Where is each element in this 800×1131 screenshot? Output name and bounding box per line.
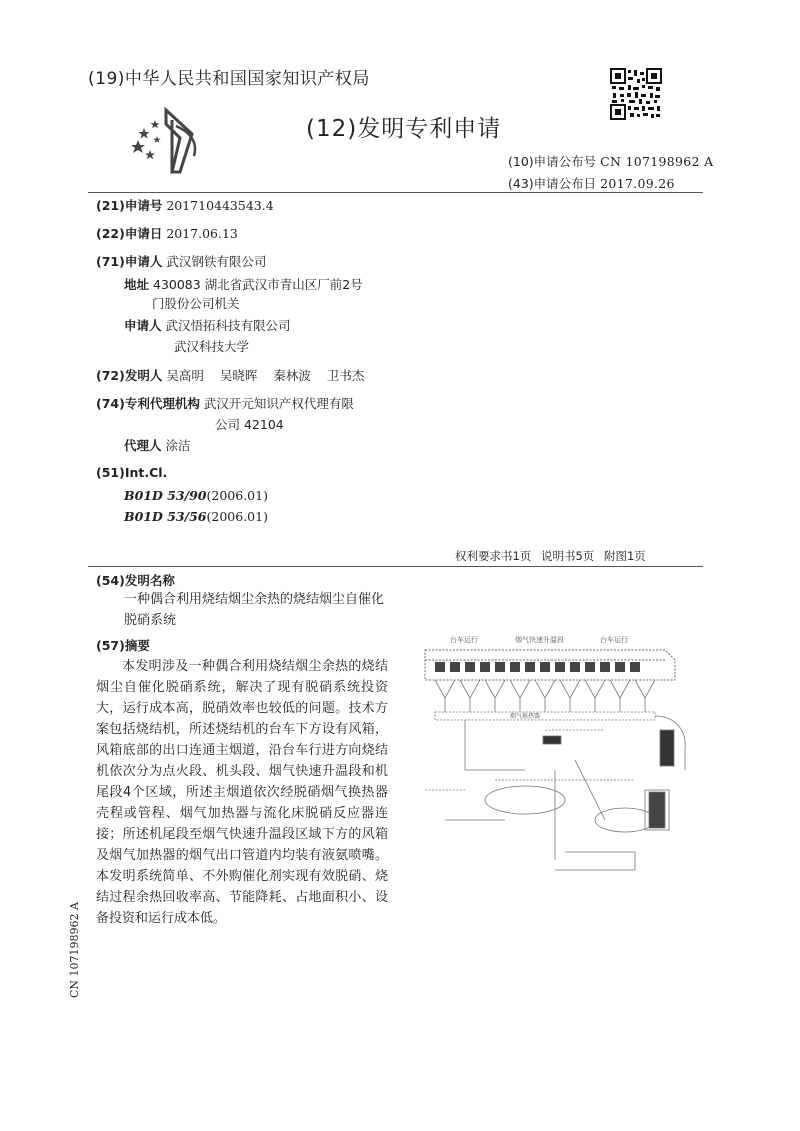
ipc-code-1: B01D 53/90	[124, 488, 207, 503]
applicant2-row	[124, 316, 291, 336]
figure-label-trolley-left: 台车运行	[450, 636, 478, 644]
publication-number: CN 107198962 A	[600, 154, 714, 169]
ipc-row-2	[124, 507, 268, 527]
inventor-4: 卫书杰	[326, 368, 365, 383]
side-publication-code: CN 107198962 A	[68, 902, 81, 998]
agent-label: 代理人	[124, 438, 162, 453]
application-date-label: (22)申请日	[96, 226, 163, 241]
publication-date-label: (43)申请公布日	[508, 176, 597, 191]
applicant: 武汉钢铁有限公司	[166, 254, 267, 269]
agency-line-1: 武汉开元知识产权代理有限	[203, 396, 354, 411]
pages-info: 权利要求书1页 说明书5页 附图1页	[455, 549, 646, 563]
applicant2-line-2: 武汉科技大学	[174, 339, 250, 354]
inventor-label: (72)发明人	[96, 368, 163, 383]
int-cl-label	[96, 463, 167, 483]
address-row	[124, 275, 363, 295]
invention-name: 一种偶合利用烧结烟尘余热的烧结烟尘自催化脱硝系统	[124, 592, 385, 628]
figure-label-trolley-right: 台车运行	[600, 636, 628, 644]
abstract-label: (57)摘要	[96, 638, 150, 653]
qr-code-icon	[610, 68, 662, 120]
int-cl-label-text: (51)Int.Cl.	[96, 465, 168, 480]
agent: 涂洁	[165, 438, 191, 453]
address-line-1: 430083 湖北省武汉市青山区厂前2号	[153, 277, 363, 292]
header-divider	[88, 192, 703, 193]
section-divider	[88, 566, 703, 567]
publication-number-line	[508, 152, 713, 170]
publication-date: 2017.09.26	[600, 176, 675, 191]
inventor-2: 吴晓晖	[219, 368, 258, 383]
application-number-row	[96, 196, 274, 216]
cnipa-logo-icon	[128, 106, 210, 176]
agency-line-2: 公司 42104	[215, 417, 284, 432]
office-name: (19)中华人民共和国国家知识产权局	[88, 69, 370, 89]
inventor-row	[96, 366, 364, 386]
address-label: 地址	[124, 277, 150, 292]
publication-date-line	[508, 174, 675, 192]
agency-row	[96, 394, 354, 414]
applicant2-line-1: 武汉悟拓科技有限公司	[165, 318, 291, 333]
agency-label: (74)专利代理机构	[96, 396, 200, 411]
ipc-code-2: B01D 53/56	[124, 509, 207, 524]
inventor-3: 秦林波	[273, 368, 311, 383]
applicant2-label: 申请人	[124, 318, 162, 333]
application-date: 2017.06.13	[166, 226, 238, 241]
inventor-1: 吴高明	[166, 368, 204, 383]
applicant-row	[96, 252, 266, 272]
applicant-label: (71)申请人	[96, 254, 163, 269]
abstract-text: 本发明涉及一种偶合利用烧结烟尘余热的烧结烟尘自催化脱硝系统，解决了现有脱硝系统投资大，运行成本高，脱硝效率也较低的问题。技术方案包括烧结机，所述烧结机的台车下方设有风箱，风箱底部的出口连通主烟道，沿台车行进方向烧结机依次分为点火段、机头段、烟气快速升温段和机尾段4个区域，所述主烟道依次经脱硝烟气换热器壳程或管程、烟气加热器与流化床脱硝反应器连接；所述机尾段至烟气快速升温段区域下方的风箱及烟气加热器的烟气出口管道内均装有液氨喷嘴。本发明系统简单、不外购催化剂实现有效脱硝、烧结过程余热回收率高、节能降耗、占地面积小、设备投资和运行成本低。	[96, 659, 388, 926]
ipc-version-1: (2006.01)	[206, 488, 268, 503]
figure-label-flue: 烟气换热器	[510, 713, 541, 720]
agent-row	[124, 436, 191, 456]
address-line-2: 门股份公司机关	[152, 296, 240, 311]
ipc-row-1	[124, 486, 268, 506]
ipc-version-2: (2006.01)	[206, 509, 268, 524]
abstract-figure	[405, 620, 705, 930]
application-date-row	[96, 224, 238, 244]
document-type-title: (12)发明专利申请	[306, 116, 502, 142]
publication-number-label: (10)申请公布号	[508, 154, 597, 169]
application-number: 201710443543.4	[166, 198, 274, 213]
invention-name-label: (54)发明名称	[96, 573, 175, 588]
figure-label-heating: 烟气快速升温段	[515, 636, 564, 644]
application-number-label: (21)申请号	[96, 198, 163, 213]
